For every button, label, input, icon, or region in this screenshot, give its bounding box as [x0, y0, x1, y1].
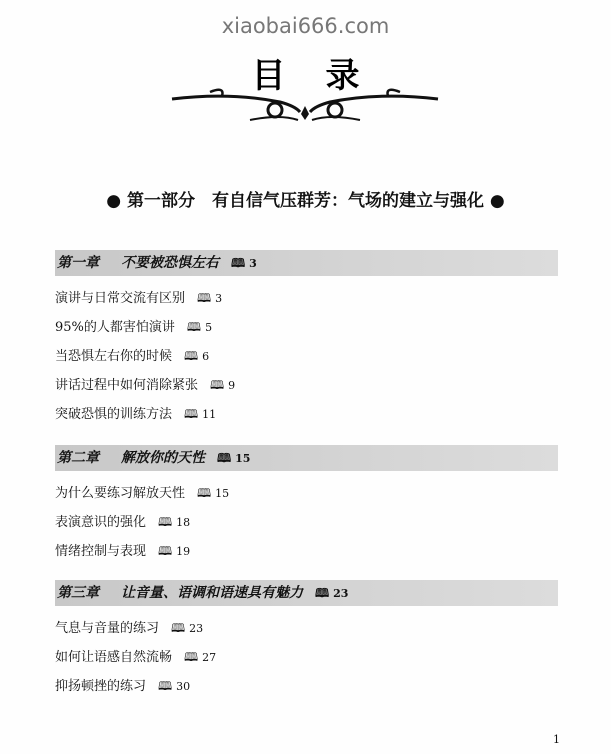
toc-item-label: 如何让语感自然流畅 — [55, 650, 173, 665]
page-ref: 9 — [228, 379, 236, 392]
page-number: 1 — [553, 733, 560, 746]
toc-item[interactable] — [55, 484, 229, 503]
chapter-heading[interactable] — [55, 445, 558, 471]
book-icon: 🕮 — [315, 586, 330, 600]
page-ref: 5 — [205, 321, 213, 334]
toc-item-label: 情绪控制与表现 — [55, 544, 147, 559]
book-icon: 🕮 — [217, 451, 232, 465]
page-ref: 15 — [235, 452, 251, 465]
toc-item[interactable] — [55, 376, 235, 395]
toc-item-label: 气息与音量的练习 — [55, 621, 160, 636]
page-ref: 11 — [202, 408, 217, 421]
toc-item-label: 突破恐惧的训练方法 — [55, 407, 173, 422]
part-title: 第一部分 有自信气压群芳：气场的建立与强化 — [127, 191, 484, 211]
toc-item[interactable] — [55, 619, 203, 638]
toc-item[interactable] — [55, 318, 212, 337]
toc-item[interactable] — [55, 405, 216, 424]
toc-item-label: 为什么要练习解放天性 — [55, 486, 186, 501]
chapter-title: 让音量、语调和语速具有魅力 — [121, 585, 303, 601]
page-ref: 3 — [215, 292, 223, 305]
toc-item[interactable] — [55, 347, 209, 366]
toc-item[interactable] — [55, 513, 190, 532]
book-icon: 🕮 — [231, 256, 246, 270]
chapter-number: 第一章 — [57, 255, 99, 271]
book-icon: 🕮 — [158, 515, 173, 529]
watermark: xiaobai666.com — [221, 14, 390, 38]
page-ref: 6 — [202, 350, 210, 363]
page-ref: 3 — [249, 257, 257, 270]
page-ref: 23 — [333, 587, 349, 600]
page-ref: 19 — [176, 545, 191, 558]
page-ref: 23 — [189, 622, 204, 635]
chapter-number: 第三章 — [57, 585, 99, 601]
part-heading: ● 第一部分 有自信气压群芳：气场的建立与强化 ● — [106, 191, 505, 211]
book-icon: 🕮 — [197, 291, 212, 305]
toc-item-label: 95%的人都害怕演讲 — [55, 320, 175, 335]
chapter-title: 不要被恐惧左右 — [121, 255, 219, 271]
ornament-divider-icon — [150, 84, 460, 124]
page-ref: 18 — [176, 516, 191, 529]
toc-item[interactable] — [55, 677, 190, 696]
toc-item[interactable] — [55, 542, 190, 561]
page-ref: 15 — [215, 487, 230, 500]
chapter-title: 解放你的天性 — [121, 450, 205, 466]
toc-item-label: 表演意识的强化 — [55, 515, 147, 530]
toc-item[interactable] — [55, 289, 222, 308]
chapter-heading[interactable] — [55, 580, 558, 606]
page-ref: 30 — [176, 680, 191, 693]
toc-item-label: 抑扬顿挫的练习 — [55, 679, 147, 694]
toc-item[interactable] — [55, 648, 216, 667]
toc-item-label: 演讲与日常交流有区别 — [55, 291, 186, 306]
book-icon: 🕮 — [158, 679, 173, 693]
book-icon: 🕮 — [184, 349, 199, 363]
page-title: 目录 — [251, 56, 400, 96]
book-icon: 🕮 — [186, 320, 202, 334]
toc-item-label: 讲话过程中如何消除紧张 — [55, 378, 199, 393]
book-icon: 🕮 — [184, 407, 199, 421]
book-icon: 🕮 — [197, 486, 212, 500]
book-icon: 🕮 — [210, 378, 225, 392]
chapter-heading[interactable] — [55, 250, 558, 276]
book-icon: 🕮 — [171, 621, 186, 635]
toc-item-label: 当恐惧左右你的时候 — [55, 349, 173, 364]
page-ref: 27 — [202, 651, 217, 664]
chapter-number: 第二章 — [57, 450, 99, 466]
book-icon: 🕮 — [158, 544, 173, 558]
book-icon: 🕮 — [184, 650, 199, 664]
